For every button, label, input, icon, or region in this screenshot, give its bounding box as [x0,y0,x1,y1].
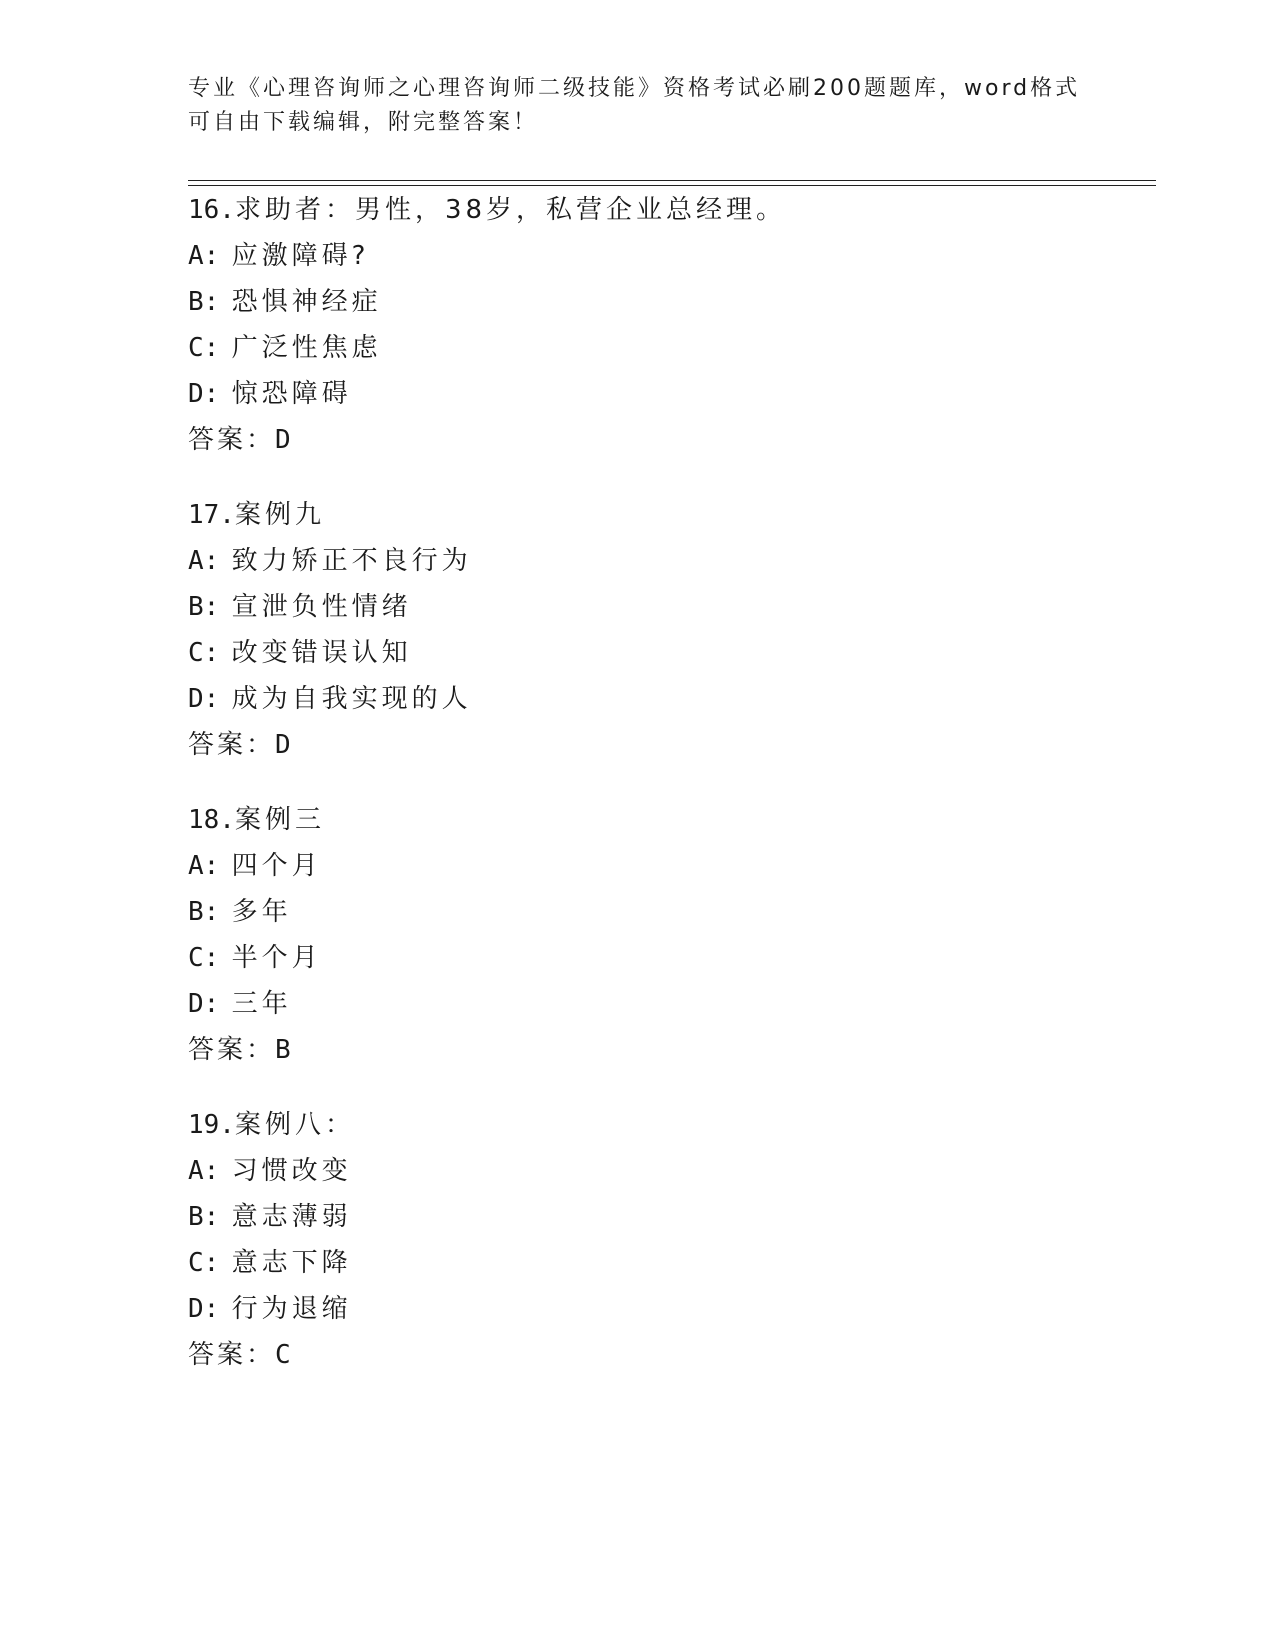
option-text: 三年 [231,989,292,1019]
question-stem-line [188,492,1088,538]
option-text: 半个月 [231,943,322,973]
answer-value: C [275,1340,294,1370]
option-text: 广泛性焦虑 [231,333,382,363]
answer-line [188,417,1088,463]
option-text: 致力矫正不良行为 [231,546,472,576]
option-text: 多年 [231,897,292,927]
option-key: C: [188,1248,220,1278]
header-line-2: 可自由下载编辑，附完整答案！ [188,110,539,135]
answer-label: 答案： [188,425,276,455]
option-a [188,538,1088,584]
option-c [188,325,1088,371]
answer-value: B [275,1035,294,1065]
answer-line [188,722,1088,768]
answer-label: 答案： [188,730,276,760]
question-stem-line [188,797,1088,843]
question-stem: 案例三 [234,805,325,835]
option-c [188,630,1088,676]
option-key: A: [188,546,220,576]
option-d [188,981,1088,1027]
option-text: 改变错误认知 [231,638,412,668]
header-divider-top [188,180,1156,181]
option-key: D: [188,989,220,1019]
question-number: 17. [188,500,235,530]
option-key: D: [188,1294,220,1324]
option-c [188,935,1088,981]
option-key: A: [188,241,220,271]
option-key: B: [188,1202,220,1232]
answer-label: 答案： [188,1340,276,1370]
option-d [188,676,1088,722]
answer-label: 答案： [188,1035,276,1065]
question-16 [188,187,1088,463]
option-d [188,1286,1088,1332]
question-stem: 案例八： [234,1110,355,1140]
option-text: 成为自我实现的人 [231,684,472,714]
option-key: A: [188,1156,220,1186]
option-text: 恐惧神经症 [231,287,382,317]
option-b [188,1194,1088,1240]
option-text: 四个月 [231,851,322,881]
option-text: 应激障碍? [231,241,370,271]
option-text: 意志薄弱 [231,1202,352,1232]
option-text: 习惯改变 [231,1156,352,1186]
option-b [188,889,1088,935]
answer-line [188,1332,1088,1378]
option-key: D: [188,684,220,714]
option-b [188,279,1088,325]
answer-line [188,1027,1088,1073]
question-number: 18. [188,805,235,835]
question-17 [188,492,1088,768]
header-divider-bottom [188,185,1156,186]
option-key: B: [188,897,220,927]
option-b [188,584,1088,630]
option-key: C: [188,638,220,668]
document-header [188,72,1088,140]
header-line-1: 专业《心理咨询师之心理咨询师二级技能》资格考试必刷200题题库，word格式 [188,76,1081,101]
question-19 [188,1102,1088,1378]
option-a [188,1148,1088,1194]
question-stem-line [188,187,1088,233]
option-d [188,371,1088,417]
option-key: C: [188,943,220,973]
question-stem: 案例九 [234,500,325,530]
option-key: A: [188,851,220,881]
option-c [188,1240,1088,1286]
answer-value: D [275,425,294,455]
option-text: 惊恐障碍 [231,379,352,409]
question-number: 16. [188,195,235,225]
option-a [188,843,1088,889]
option-key: B: [188,287,220,317]
option-text: 意志下降 [231,1248,352,1278]
answer-value: D [275,730,294,760]
option-key: C: [188,333,220,363]
question-18 [188,797,1088,1073]
option-text: 宣泄负性情绪 [231,592,412,622]
option-key: D: [188,379,220,409]
question-stem-line [188,1102,1088,1148]
question-number: 19. [188,1110,235,1140]
option-key: B: [188,592,220,622]
option-text: 行为退缩 [231,1294,352,1324]
option-a [188,233,1088,279]
question-stem: 求助者：男性，38岁，私营企业总经理。 [234,195,787,225]
